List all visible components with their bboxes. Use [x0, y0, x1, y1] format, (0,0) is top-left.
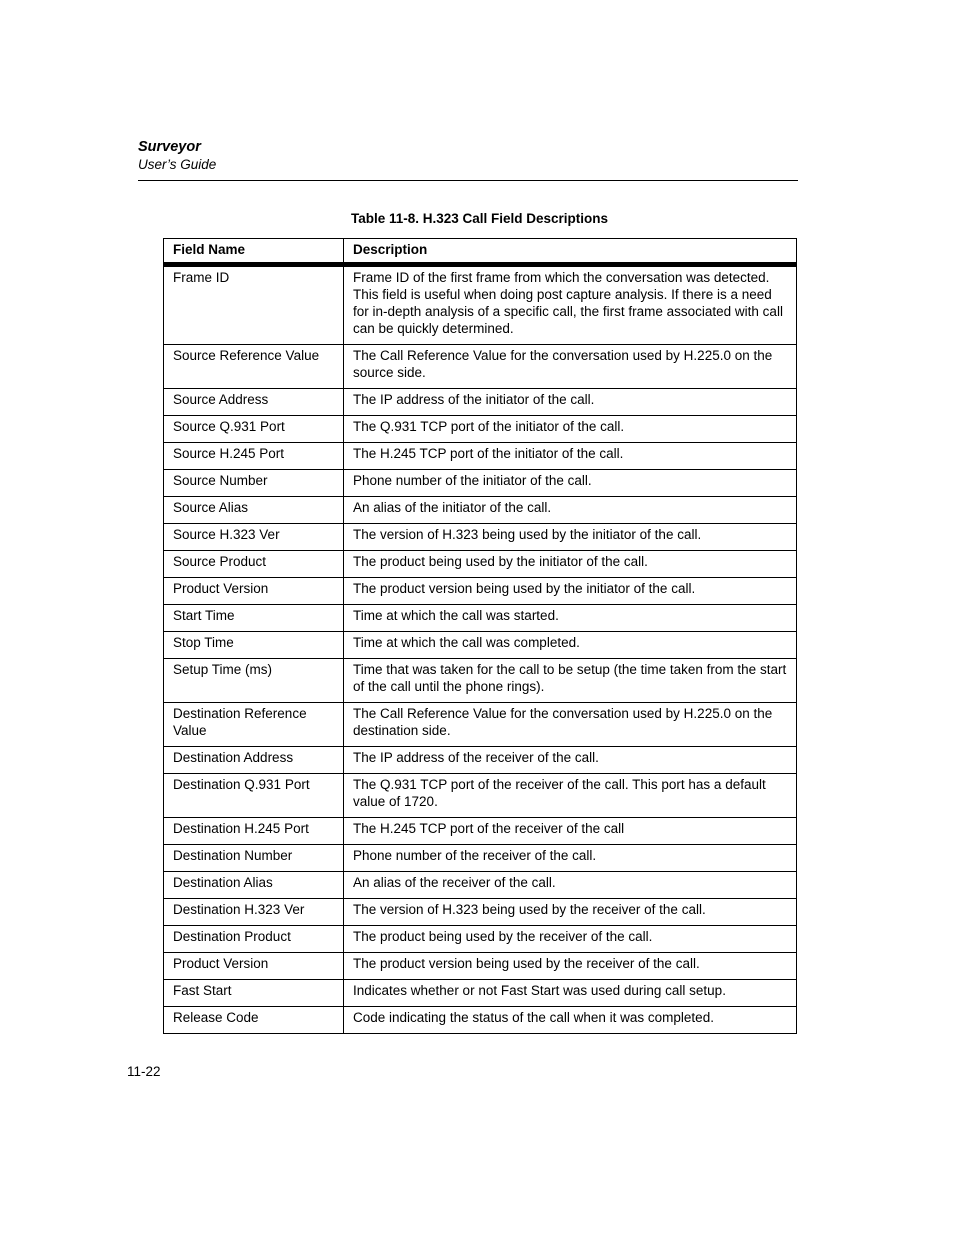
table-row	[164, 605, 797, 632]
field-name-cell: Destination Product	[164, 926, 344, 953]
field-name-cell: Release Code	[164, 1007, 344, 1034]
table-row	[164, 872, 797, 899]
description-cell: Time at which the call was completed.	[344, 632, 797, 659]
table-caption: Table 11-8. H.323 Call Field Descriptions	[350, 211, 609, 226]
table-row	[164, 774, 797, 818]
description-cell: The product being used by the initiator of the call.	[344, 551, 797, 578]
table-row	[164, 1007, 797, 1034]
description-cell: The Call Reference Value for the conversation used by H.225.0 on the destination side.	[344, 703, 797, 747]
description-cell: An alias of the receiver of the call.	[344, 872, 797, 899]
table-row	[164, 659, 797, 703]
table-row	[164, 747, 797, 774]
description-cell: The version of H.323 being used by the initiator of the call.	[344, 524, 797, 551]
field-name-cell: Source Address	[164, 389, 344, 416]
table-row	[164, 926, 797, 953]
description-cell: The IP address of the initiator of the call.	[344, 389, 797, 416]
field-name-cell: Source Reference Value	[164, 345, 344, 389]
table-row	[164, 470, 797, 497]
description-cell: Code indicating the status of the call when it was completed.	[344, 1007, 797, 1034]
description-cell: The H.245 TCP port of the initiator of the call.	[344, 443, 797, 470]
table-body	[164, 265, 797, 1034]
field-name-cell: Source Alias	[164, 497, 344, 524]
description-cell: The Q.931 TCP port of the receiver of the call. This port has a default value of 1720.	[344, 774, 797, 818]
field-name-cell: Fast Start	[164, 980, 344, 1007]
table-row	[164, 578, 797, 605]
document-subtitle: User’s Guide	[138, 157, 217, 172]
field-name-cell: Source Product	[164, 551, 344, 578]
table-row	[164, 551, 797, 578]
field-name-cell: Destination Reference Value	[164, 703, 344, 747]
table-row	[164, 265, 797, 345]
table-row	[164, 703, 797, 747]
field-name-cell: Destination Alias	[164, 872, 344, 899]
page-number: 11-22	[127, 1064, 161, 1079]
header-divider	[138, 180, 798, 181]
table-row	[164, 345, 797, 389]
description-cell: The version of H.323 being used by the receiver of the call.	[344, 899, 797, 926]
description-cell: Time at which the call was started.	[344, 605, 797, 632]
table-row	[164, 389, 797, 416]
table-row	[164, 443, 797, 470]
field-descriptions-table	[163, 238, 797, 1034]
table-row	[164, 899, 797, 926]
column-header-field-name: Field Name	[164, 239, 344, 265]
description-cell: The Call Reference Value for the conversation used by H.225.0 on the source side.	[344, 345, 797, 389]
field-name-cell: Start Time	[164, 605, 344, 632]
field-name-cell: Product Version	[164, 953, 344, 980]
description-cell: Frame ID of the first frame from which the conversation was detected. This field is useful when doing post capture analysis. If there is a need for in-depth analysis of a specific call, the first frame associated with call can be quickly determined.	[344, 265, 797, 345]
field-name-cell: Source H.245 Port	[164, 443, 344, 470]
field-name-cell: Product Version	[164, 578, 344, 605]
field-name-cell: Stop Time	[164, 632, 344, 659]
field-name-cell: Destination Q.931 Port	[164, 774, 344, 818]
table-row	[164, 524, 797, 551]
description-cell: The Q.931 TCP port of the initiator of the call.	[344, 416, 797, 443]
description-cell: Phone number of the initiator of the call.	[344, 470, 797, 497]
description-cell: The H.245 TCP port of the receiver of the call	[344, 818, 797, 845]
description-cell: An alias of the initiator of the call.	[344, 497, 797, 524]
description-cell: Phone number of the receiver of the call.	[344, 845, 797, 872]
description-cell: The IP address of the receiver of the call.	[344, 747, 797, 774]
field-name-cell: Source H.323 Ver	[164, 524, 344, 551]
table-row	[164, 818, 797, 845]
field-name-cell: Destination H.245 Port	[164, 818, 344, 845]
table-row	[164, 980, 797, 1007]
field-name-cell: Frame ID	[164, 265, 344, 345]
description-cell: The product being used by the receiver of the call.	[344, 926, 797, 953]
table-row	[164, 497, 797, 524]
column-header-description: Description	[344, 239, 797, 265]
document-title: Surveyor	[138, 139, 201, 155]
description-cell: The product version being used by the receiver of the call.	[344, 953, 797, 980]
field-name-cell: Destination Number	[164, 845, 344, 872]
field-name-cell: Setup Time (ms)	[164, 659, 344, 703]
table-row	[164, 953, 797, 980]
table-row	[164, 632, 797, 659]
table-header-row	[164, 239, 797, 265]
description-cell: The product version being used by the initiator of the call.	[344, 578, 797, 605]
table-row	[164, 416, 797, 443]
description-cell: Time that was taken for the call to be setup (the time taken from the start of the call until the phone rings).	[344, 659, 797, 703]
field-name-cell: Destination Address	[164, 747, 344, 774]
field-name-cell: Source Q.931 Port	[164, 416, 344, 443]
description-cell: Indicates whether or not Fast Start was used during call setup.	[344, 980, 797, 1007]
table-row	[164, 845, 797, 872]
field-name-cell: Destination H.323 Ver	[164, 899, 344, 926]
field-name-cell: Source Number	[164, 470, 344, 497]
